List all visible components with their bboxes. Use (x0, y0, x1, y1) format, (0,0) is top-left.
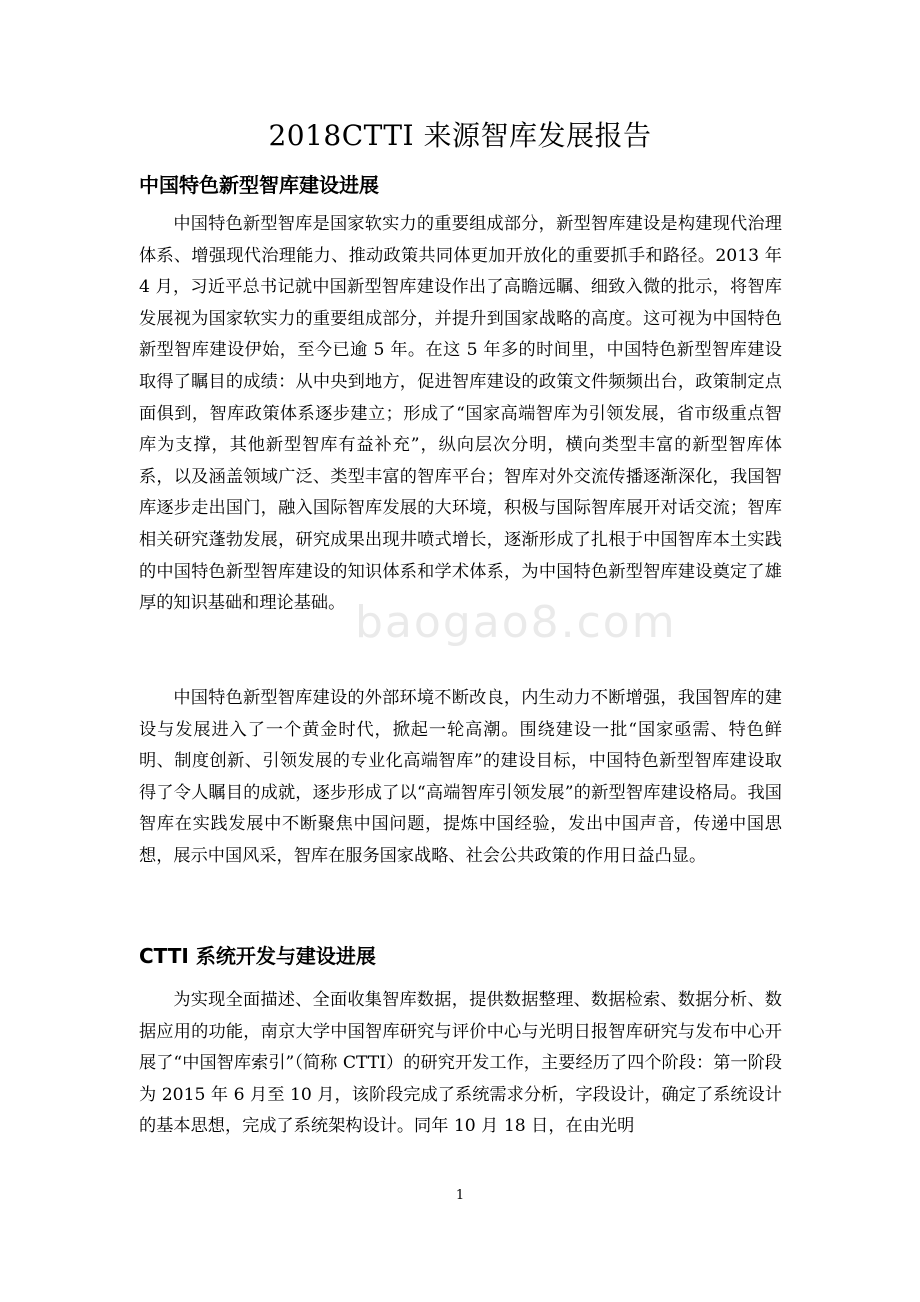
paragraph-3: 为实现全面描述、全面收集智库数据，提供数据整理、数据检索、数据分析、数据应用的功能，南京大学中国智库研究与评价中心与光明日报智库研究与发布中心开展了“中国智库索引”（简称 CTTI）的研究开发工作，主要经历了四个阶段：第一阶段为 2015 年 6 月至 10 月，该阶段完成了系统需求分析，字段设计，确定了系统设计的基本思想，完成了系统架构设计。同年 10 月 18 日，在由光明 (139, 990, 782, 1137)
paragraph-2: 中国特色新型智库建设的外部环境不断改良，内生动力不断增强，我国智库的建设与发展进入了一个黄金时代，掀起一轮高潮。围绕建设一批“国家亟需、特色鲜明、制度创新、引领发展的专业化高端智库”的建设目标，中国特色新型智库建设取得了令人瞩目的成就，逐步形成了以“高端智库引领发展”的新型智库建设格局。我国智库在实践发展中不断聚焦中国问题，提炼中国经验，发出中国声音，传递中国思想，展示中国风采，智库在服务国家战略、社会公共政策的作用日益凸显。 (139, 688, 782, 866)
paragraph-1: 中国特色新型智库是国家软实力的重要组成部分，新型智库建设是构建现代治理体系、增强现代治理能力、推动政策共同体更加开放化的重要抓手和路径。2013 年 4 月，习近平总书记就中国新型智库建设作出了高瞻远瞩、细致入微的批示，将智库发展视为国家软实力的重要组成部分，并提升到国家战略的高度。这可视为中国特色新型智库建设伊始，至今已逾 5 年。在这 5 年多的时间里，中国特色新型智库建设取得了瞩目的成绩：从中央到地方，促进智库建设的政策文件频频出台，政策制定点面俱到，智库政策体系逐步建立；形成了“国家高端智库为引领发展，省市级重点智库为支撑，其他新型智库有益补充”，纵向层次分明，横向类型丰富的新型智库体系，以及涵盖领域广泛、类型丰富的智库平台；智库对外交流传播逐渐深化，我国智库逐步走出国门，融入国际智库发展的大环境，积极与国际智库展开对话交流；智库相关研究蓬勃发展，研究成果出现井喷式增长，逐渐形成了扎根于中国智库本土实践的中国特色新型智库建设的知识体系和学术体系，为中国特色新型智库建设奠定了雄厚的知识基础和理论基础。 (139, 214, 782, 614)
section-heading-ctti-progress: CTTI 系统开发与建设进展 (139, 944, 376, 968)
watermark-text: baogao8.com (355, 597, 677, 648)
section-heading-think-tank-progress: 中国特色新型智库建设进展 (139, 173, 379, 197)
page-number: 1 (455, 1188, 465, 1203)
document-title: 2018CTTI 来源智库发展报告 (268, 119, 652, 152)
